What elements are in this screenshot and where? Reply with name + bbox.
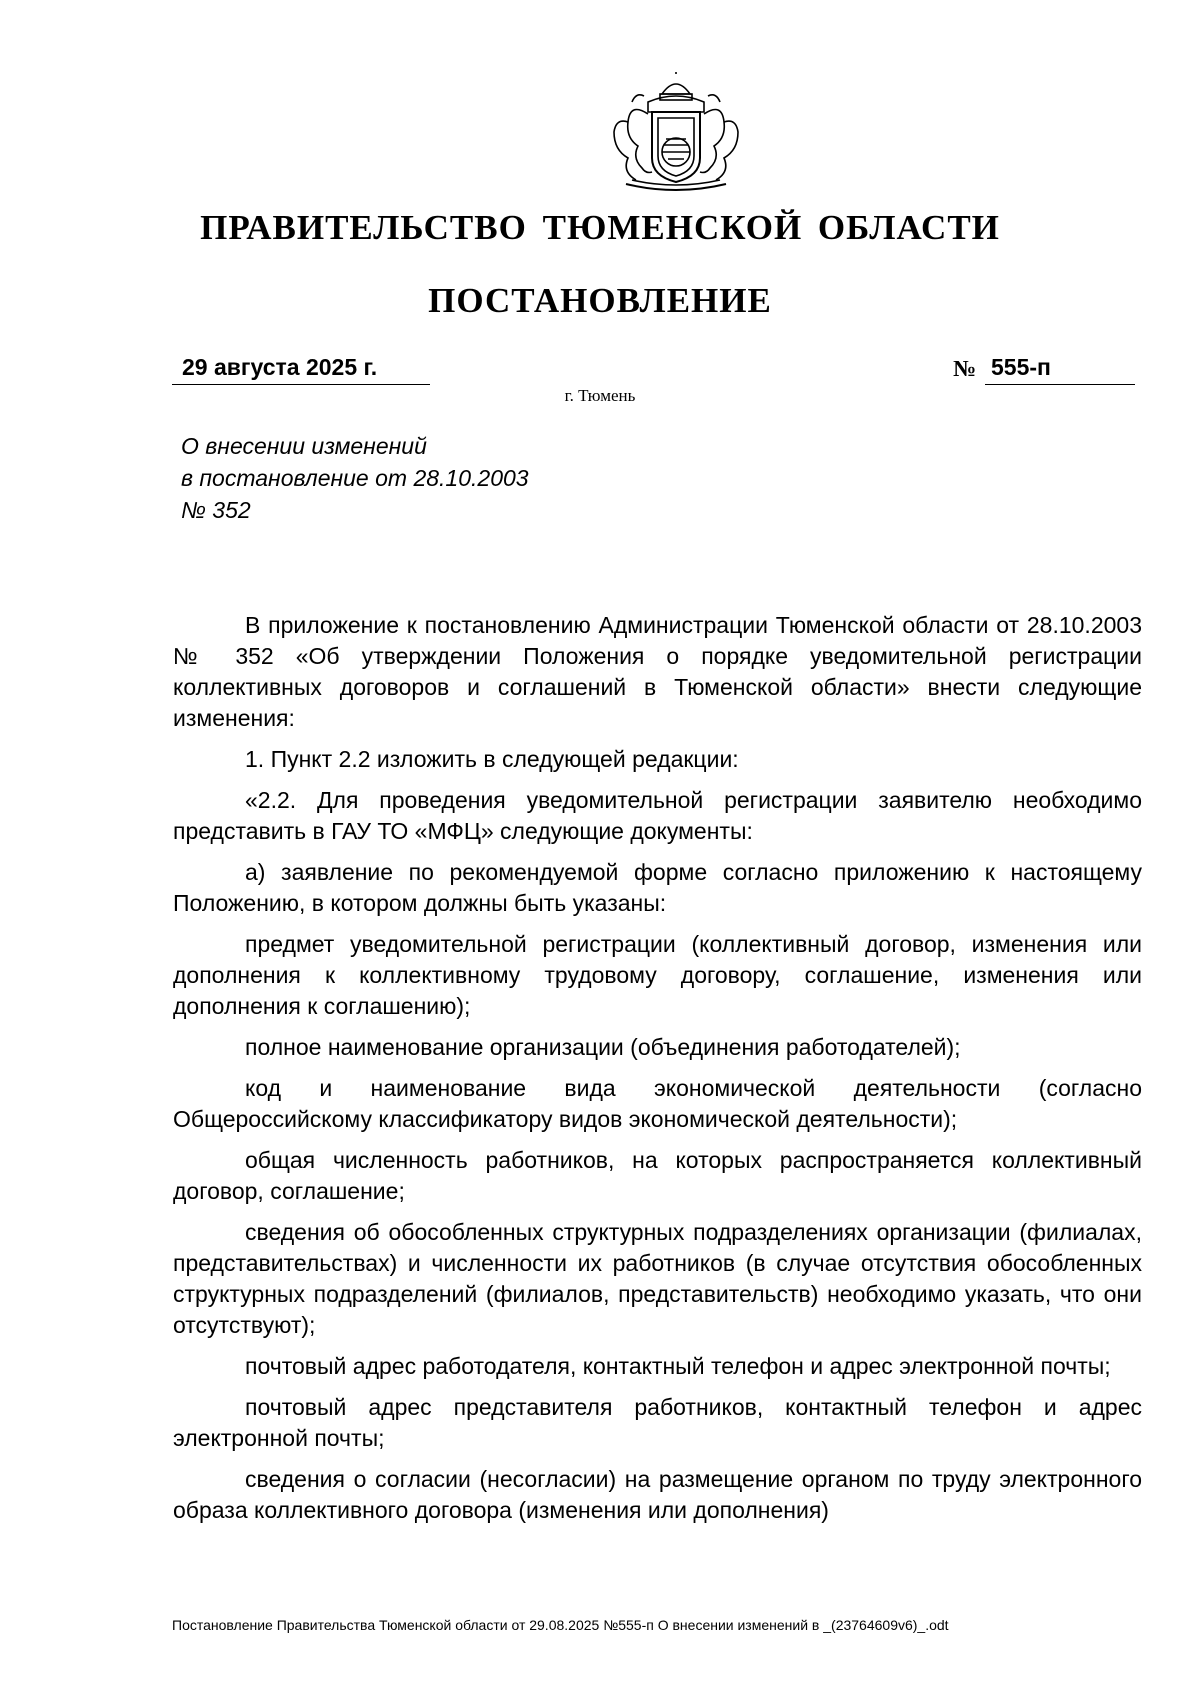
body-paragraph: 1. Пункт 2.2 изложить в следующей редакции:	[245, 746, 739, 772]
document-date: 29 августа 2025 г.	[182, 354, 378, 380]
body-paragraph: полное наименование организации (объединения работодателей);	[245, 1034, 961, 1060]
organization-title: ПРАВИТЕЛЬСТВО ТЮМЕНСКОЙ ОБЛАСТИ	[200, 208, 1000, 247]
document-type: ПОСТАНОВЛЕНИЕ	[428, 281, 772, 320]
body-paragraph: предмет уведомительной регистрации (коллективный договор, изменения или дополнения к коллективному трудовому договору, соглашение, изменения или дополнения к соглашению);	[173, 931, 1142, 1019]
document-body	[173, 610, 1142, 1536]
body-paragraph: общая численность работников, на которых распространяется коллективный договор, соглашение;	[173, 1147, 1142, 1204]
document-date-field	[172, 352, 430, 385]
document-number-field	[985, 352, 1135, 385]
body-paragraph: сведения о согласии (несогласии) на размещение органом по труду электронного образа коллективного договора (изменения или дополнения)	[173, 1466, 1142, 1523]
coat-of-arms-icon	[592, 72, 760, 194]
document-subject	[181, 430, 681, 526]
body-paragraph: почтовый адрес работодателя, контактный телефон и адрес электронной почты;	[245, 1353, 1111, 1379]
subject-line: О внесении изменений	[181, 433, 427, 459]
body-paragraph: код и наименование вида экономической деятельности (согласно Общероссийскому классификатору видов экономической деятельности);	[173, 1075, 1142, 1132]
page-footer: Постановление Правительства Тюменской области от 29.08.2025 №555-п О внесении изменений в _(23764609v6)_.odt	[172, 1617, 949, 1633]
body-paragraph: почтовый адрес представителя работников, контактный телефон и адрес электронной почты;	[173, 1394, 1142, 1451]
body-paragraph: В приложение к постановлению Администрации Тюменской области от 28.10.2003 № 352 «Об утверждении Положения о порядке уведомительной регистрации коллективных договоров и соглашений в Тюменской области» внести следующие изменения:	[173, 612, 1142, 731]
body-paragraph: сведения об обособленных структурных подразделениях организации (филиалах, представительствах) и численности их работников (в случае отсутствия обособленных структурных подразделений (филиалов, представительств) необходимо указать, что они отсутствуют);	[173, 1219, 1142, 1338]
subject-line: в постановление от 28.10.2003	[181, 465, 529, 491]
city-label: г. Тюмень	[564, 386, 636, 405]
number-sign: №	[953, 356, 977, 381]
document-number: 555-п	[991, 354, 1051, 380]
body-paragraph: «2.2. Для проведения уведомительной регистрации заявителю необходимо представить в ГАУ ТО «МФЦ» следующие документы:	[173, 787, 1142, 844]
body-paragraph: а) заявление по рекомендуемой форме согласно приложению к настоящему Положению, в котором должны быть указаны:	[173, 859, 1142, 916]
subject-line: № 352	[181, 497, 251, 523]
